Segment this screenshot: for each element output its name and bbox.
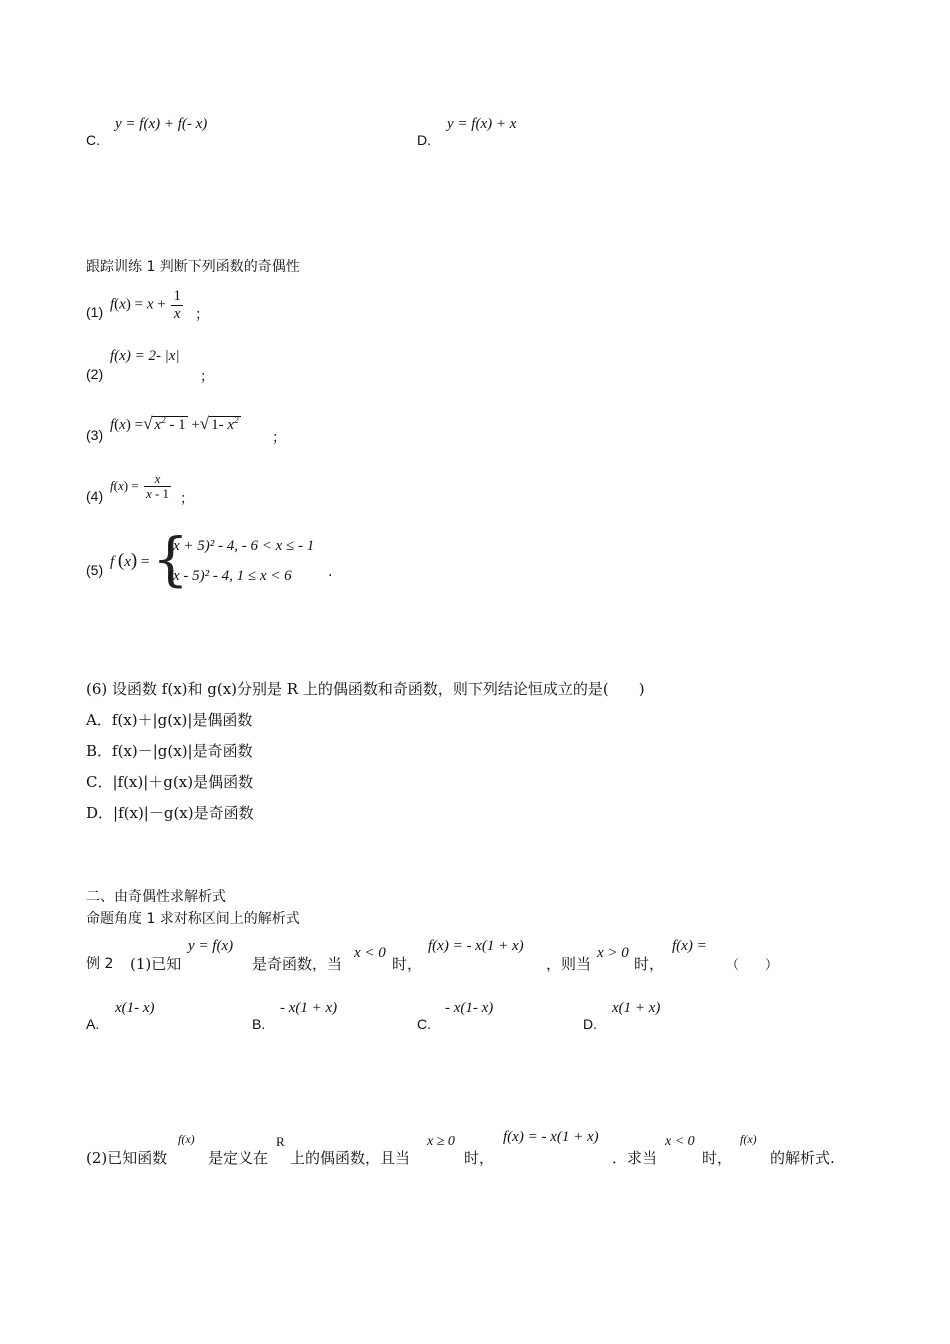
example-2-answer-paren: （ ）	[726, 958, 779, 973]
practice-item-5-case-1: (x + 5)² - 4, - 6 < x ≤ - 1	[168, 538, 315, 554]
example-2-part1: (1)已知	[130, 955, 182, 973]
question-6-option-c: C．|f(x)|＋g(x)是偶函数	[86, 773, 254, 791]
practice-item-1-end: ；	[195, 307, 209, 323]
practice-item-5-label: (5)	[86, 562, 104, 578]
example-2-f3: f(x) = - x(1 + x)	[428, 938, 524, 954]
question-6-option-b: B．f(x)－|g(x)|是奇函数	[86, 742, 253, 760]
practice-item-5-end: .	[328, 564, 333, 580]
example-2-choice-b-label: B.	[252, 1016, 266, 1032]
practice-item-5-lhs: f (x) =	[110, 550, 150, 571]
piecewise-brace: {	[152, 525, 189, 593]
example-2-t3: ，则当	[546, 955, 592, 973]
example-2-part2-t4: 时，	[464, 1149, 495, 1167]
practice-item-3-end: ；	[272, 430, 286, 446]
example-2-part2-t6: 时，	[702, 1149, 733, 1167]
example-2-choice-c-formula: - x(1- x)	[445, 1000, 494, 1016]
example-2-part2-f1: f(x)	[178, 1132, 195, 1146]
question-6-option-a: A．f(x)＋|g(x)|是偶函数	[86, 711, 253, 729]
example-2-choice-b-formula: - x(1 + x)	[280, 1000, 338, 1016]
example-2-part2-f3: x ≥ 0	[427, 1134, 455, 1149]
practice-item-3-formula: f(x) =√ $x^2 - 1$ +√ 1- $x^2$	[110, 414, 239, 433]
practice-item-5-case-2: (x - 5)² - 4, 1 ≤ x < 6	[168, 568, 292, 584]
example-2-t1: 是奇函数，当	[252, 955, 343, 973]
example-2-t2: 时，	[392, 955, 423, 973]
example-2-choice-d-label: D.	[583, 1016, 597, 1032]
practice-item-3-label: (3)	[86, 427, 104, 443]
example-2-part2-f2: R	[276, 1134, 285, 1149]
practice-item-1-label: (1)	[86, 304, 104, 320]
option-c-formula	[115, 116, 207, 133]
example-2-part2-t3: 上的偶函数，且当	[290, 1149, 411, 1167]
example-2-f1: y = f(x)	[188, 938, 234, 954]
question-6-option-d: D．|f(x)|－g(x)是奇函数	[86, 804, 254, 822]
example-2-part2-f5: x < 0	[665, 1134, 695, 1149]
option-d-formula-text: y = f(x) + x	[447, 116, 517, 132]
example-2-part2-t5: ．求当	[612, 1149, 658, 1167]
example-2-part2-f4: f(x) = - x(1 + x)	[503, 1129, 599, 1145]
example-2-part2-f6: f(x)	[740, 1132, 757, 1146]
question-6-stem: (6) 设函数 f(x)和 g(x)分别是 R 上的偶函数和奇函数，则下列结论恒成立的是( )	[86, 680, 645, 698]
example-2-choice-d-formula: x(1 + x)	[612, 1000, 661, 1016]
example-2-f2: x < 0	[354, 945, 386, 961]
example-2-part2-t7: 的解析式.	[770, 1149, 835, 1167]
example-2-part2-t1: (2)已知函数	[86, 1149, 168, 1167]
section-2-subheading: 命题角度 1 求对称区间上的解析式	[86, 911, 300, 927]
practice-item-2-end: ；	[200, 369, 214, 385]
option-d-formula	[447, 116, 516, 133]
section-2-heading: 二、由奇偶性求解析式	[86, 889, 226, 905]
option-d-label: D.	[417, 132, 431, 148]
practice-title: 跟踪训练 1 判断下列函数的奇偶性	[86, 259, 300, 275]
example-2-part2-t2: 是定义在	[208, 1149, 269, 1167]
example-2-choice-c-label: C.	[417, 1016, 431, 1032]
example-2-choice-a-formula: x(1- x)	[115, 1000, 155, 1016]
practice-item-4-formula: f(x) = $\frac{x}{x - 1}$	[110, 471, 170, 502]
option-c-label: C.	[86, 132, 100, 148]
practice-item-4-label: (4)	[86, 488, 104, 504]
option-c-formula-text: y = f(x) + f(- x)	[115, 116, 208, 132]
practice-item-4-end: ；	[180, 491, 194, 507]
example-2-f5: f(x) =	[672, 938, 707, 954]
example-2-t4: 时，	[634, 955, 665, 973]
example-2-choice-a-label: A.	[86, 1016, 100, 1032]
example-2-label: 例 2	[86, 956, 114, 972]
practice-item-2-formula: f(x) = 2- |x|	[110, 348, 180, 364]
practice-item-1-formula: f(x) = x + $\frac{1}{x}$	[110, 288, 181, 322]
example-2-f4: x > 0	[597, 945, 629, 961]
practice-item-2-label: (2)	[86, 366, 104, 382]
